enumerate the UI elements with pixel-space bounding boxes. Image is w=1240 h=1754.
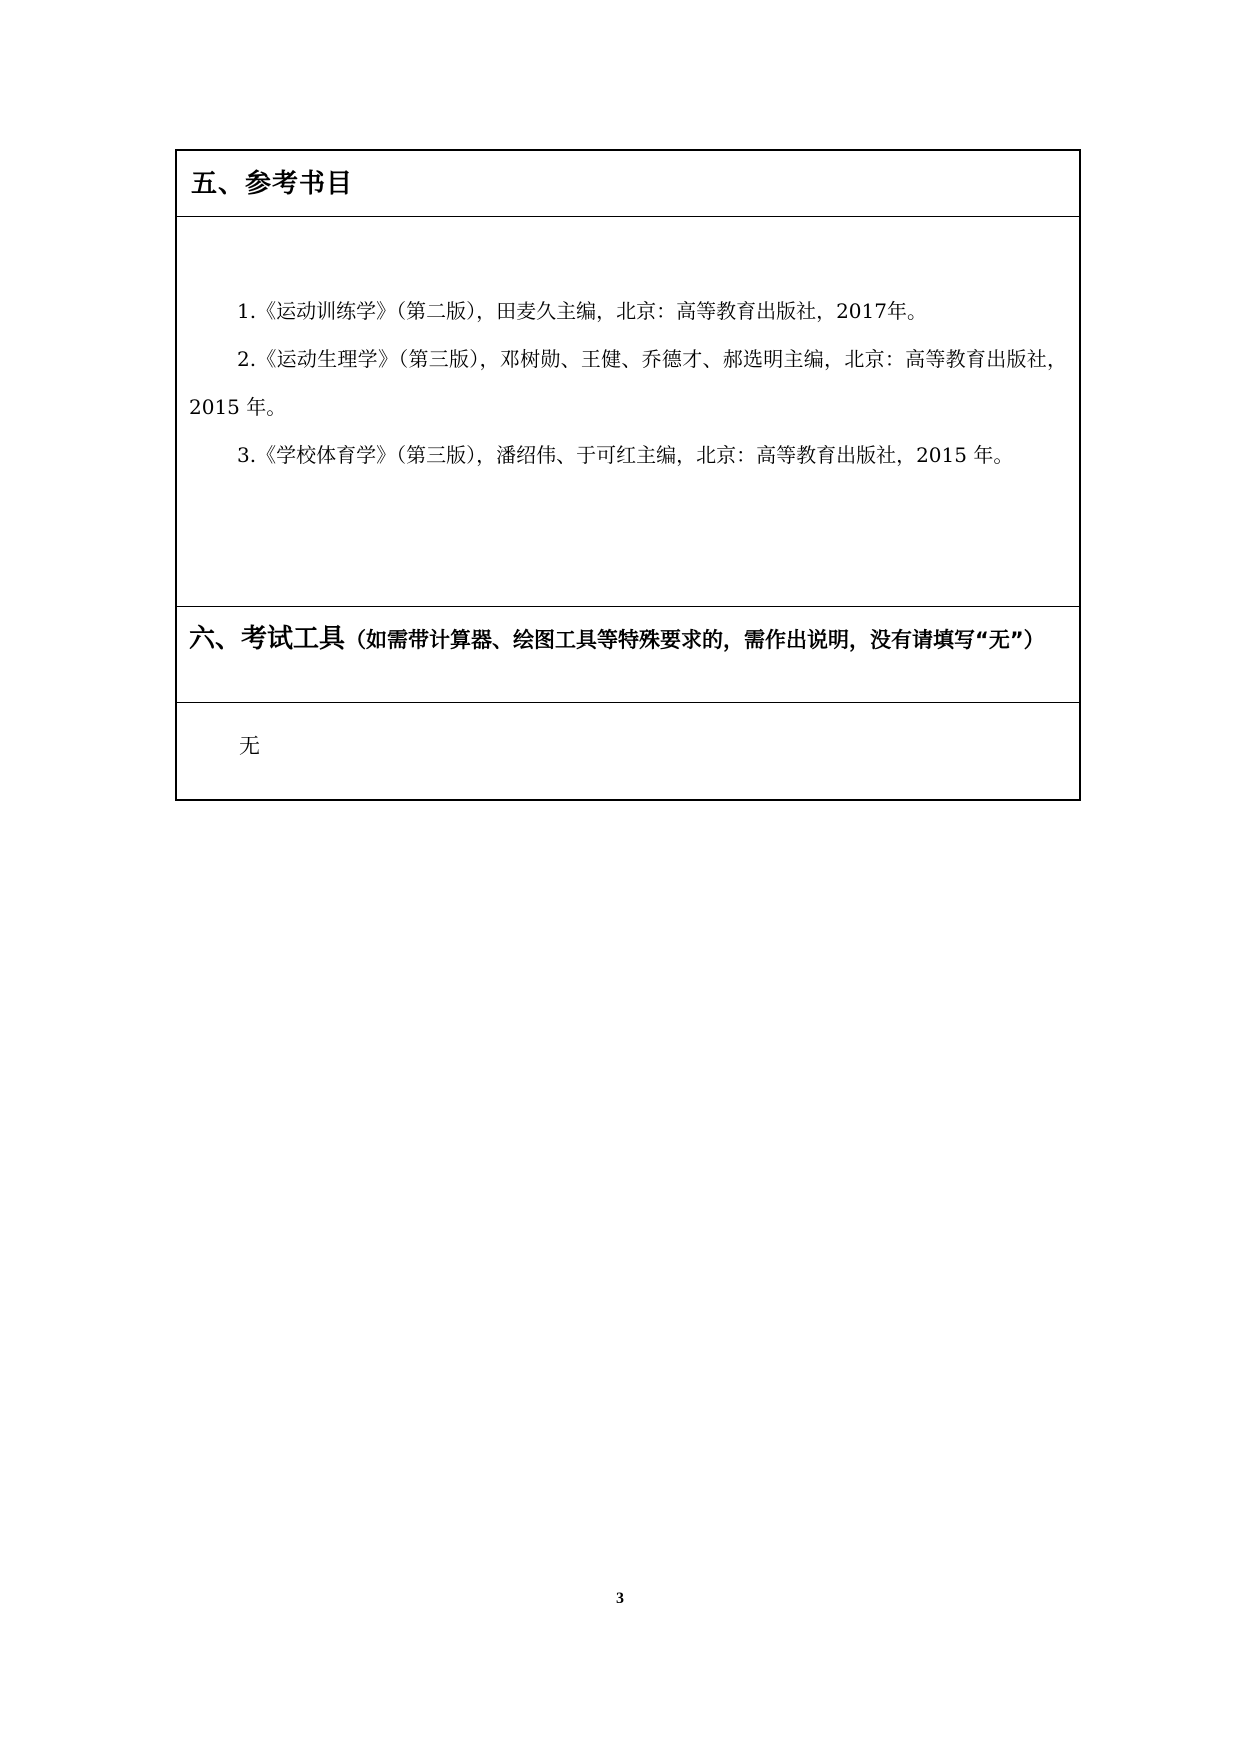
exam-tools-note: （如需带计算器、绘图工具等特殊要求的，需作出说明，没有请填写“无”） (345, 628, 1045, 652)
exam-tools-body (177, 703, 1079, 799)
reference-item-3: 3.《学校体育学》（第三版），潘绍伟、于可红主编，北京：高等教育出版社，2015 年。 (237, 443, 1014, 467)
exam-tools-heading-row (177, 607, 1079, 703)
exam-outline-table (175, 149, 1081, 801)
exam-tools-answer: 无 (239, 734, 260, 758)
references-heading: 五、参考书目 (191, 169, 354, 199)
page-number: 3 (616, 1590, 624, 1607)
reference-item-1: 1.《运动训练学》（第二版），田麦久主编，北京：高等教育出版社，2017年。 (237, 299, 927, 323)
references-body (177, 217, 1079, 607)
reference-item-2: 2.《运动生理学》（第三版），邓树勋、王健、乔德才、郝选明主编，北京：高等教育出版社，2015 年。 (189, 347, 1067, 419)
exam-tools-heading: 六、考试工具 (189, 624, 346, 654)
references-heading-row (177, 151, 1079, 217)
